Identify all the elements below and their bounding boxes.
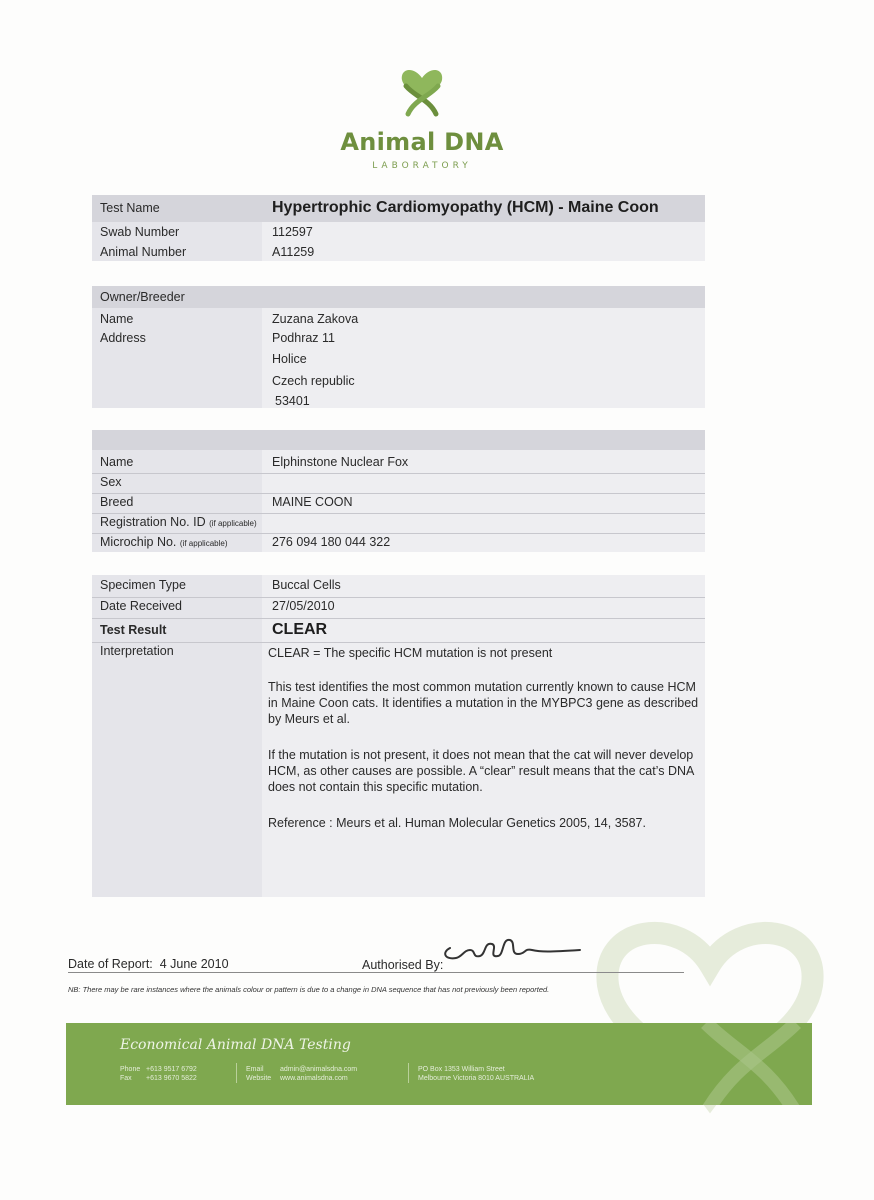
breed-label: Breed [100, 495, 134, 509]
date-received-label: Date Received [100, 599, 182, 613]
animal-name-value: Elphinstone Nuclear Fox [272, 455, 409, 469]
email-website-block [246, 1065, 357, 1083]
test-name-label: Test Name [100, 201, 160, 215]
test-name-value: Hypertrophic Cardiomyopathy (HCM) - Maine Coon [272, 199, 659, 216]
interpretation-paragraph: Reference : Meurs et al. Human Molecular Genetics 2005, 14, 3587. [268, 816, 646, 830]
disclaimer-note: NB: There may be rare instances where the animals colour or pattern is due to a change in DNA sequence that has not previously been reported. [68, 985, 550, 994]
email-value: admin@animalsdna.com [280, 1066, 358, 1073]
specimen-type-label: Specimen Type [100, 578, 186, 592]
microchip-value: 276 094 180 044 322 [272, 535, 391, 549]
owner-section-title: Owner/Breeder [100, 290, 185, 304]
interpretation-paragraph: CLEAR = The specific HCM mutation is not present [268, 646, 553, 660]
address-line-1: PO Box 1353 William Street [418, 1066, 505, 1073]
signature-icon [440, 928, 590, 968]
address-line: Czech republic [272, 374, 355, 388]
animal-name-label: Name [100, 455, 134, 469]
test-info-block [92, 195, 705, 261]
report-divider [68, 972, 684, 973]
phone-fax-block [120, 1065, 197, 1083]
specimen-type-value: Buccal Cells [272, 578, 341, 592]
report-date [68, 957, 229, 971]
specimen-block [92, 575, 705, 897]
interpretation-text [268, 747, 708, 795]
owner-address-label: Address [100, 331, 146, 345]
lab-subtitle: LABORATORY [372, 161, 472, 171]
address-line: Podhraz 11 [272, 331, 336, 345]
owner-name-label: Name [100, 312, 134, 326]
authorised-by-label: Authorised By: [362, 958, 444, 972]
postal-address-block [418, 1065, 534, 1083]
interpretation-text [268, 645, 708, 661]
website-value: www.animalsdna.com [280, 1075, 348, 1082]
owner-name-value: Zuzana Zakova [272, 312, 359, 326]
fax-value: +613 9670 5822 [146, 1075, 197, 1082]
report-date-label: Date of Report: [68, 957, 153, 971]
address-line: Holice [272, 352, 307, 366]
animal-number-label: Animal Number [100, 245, 187, 259]
phone-value: +613 9517 6792 [146, 1066, 197, 1073]
test-result-label: Test Result [100, 623, 167, 637]
swab-number-value: 112597 [272, 225, 313, 239]
website-label: Website [246, 1075, 272, 1082]
sex-label: Sex [100, 475, 122, 489]
address-line: 53401 [275, 394, 310, 408]
interpretation-paragraph: If the mutation is not present, it does not mean that the cat will never develop HCM, as other causes are possible. A “clear” result means that the cat’s DNA does not contain this specific mutation. [268, 748, 694, 794]
interpretation-text [268, 679, 708, 727]
interpretation-paragraph: This test identifies the most common mutation currently known to cause HCM in Maine Coon cats. It identifies a mutation in the MYBPC3 gene as described by Meurs et al. [268, 680, 699, 726]
dna-heart-logo-icon [396, 58, 448, 120]
registration-label: Registration No. ID (if applicable) [100, 515, 257, 529]
date-received-value: 27/05/2010 [272, 599, 335, 613]
lab-name: Animal DNA [340, 128, 504, 156]
interpretation-label: Interpretation [100, 644, 174, 658]
footer-banner [66, 1023, 812, 1105]
banner-slogan: Economical Animal DNA Testing [120, 1037, 351, 1053]
owner-block [92, 286, 705, 408]
banner-dna-icon [686, 1023, 812, 1105]
interpretation-text [268, 815, 708, 831]
animal-number-value: A11259 [272, 245, 315, 259]
phone-label: Phone [120, 1066, 141, 1073]
microchip-label: Microchip No. (if applicable) [100, 535, 228, 549]
email-label: Email [246, 1066, 264, 1073]
if-applicable-note: (if applicable) [179, 539, 228, 548]
fax-label: Fax [120, 1075, 132, 1082]
test-result-value: CLEAR [272, 621, 328, 638]
breed-value: MAINE COON [272, 495, 353, 509]
animal-block [92, 430, 705, 552]
swab-number-label: Swab Number [100, 225, 180, 239]
if-applicable-note: (if applicable) [209, 519, 257, 528]
address-line-2: Melbourne Victoria 8010 AUSTRALIA [418, 1075, 535, 1082]
report-date-value: 4 June 2010 [159, 957, 229, 971]
